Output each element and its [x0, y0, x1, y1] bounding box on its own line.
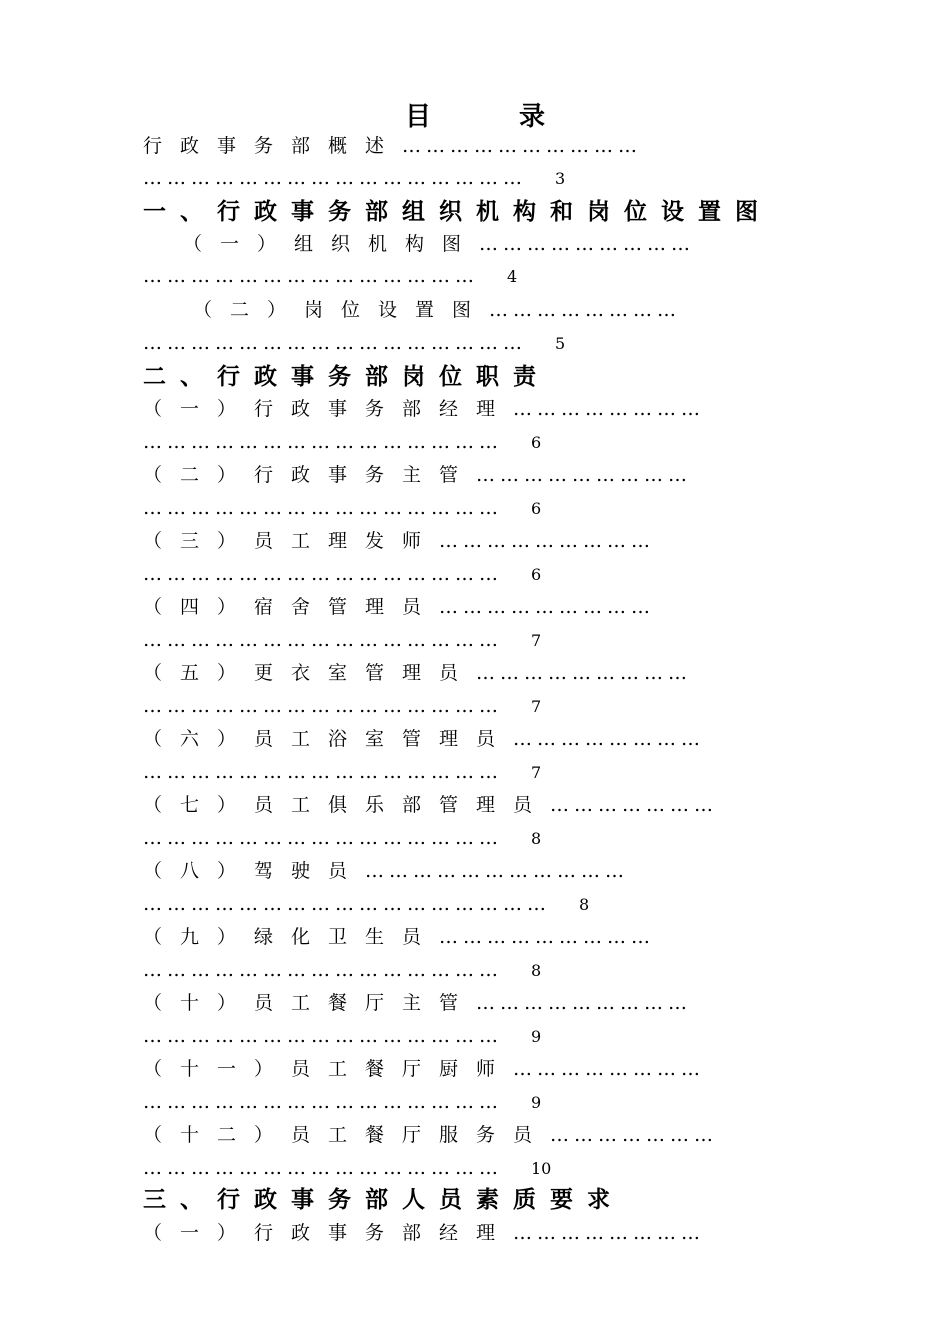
toc-section-heading-1[interactable]: 一、行政事务部组织机构和岗位设置图: [143, 198, 772, 225]
toc-entry[interactable]: [143, 859, 803, 883]
toc-leader: ……………………: [489, 299, 682, 321]
toc-entry-label: （五）更衣室管理员: [143, 662, 477, 684]
toc-entry-overview[interactable]: [143, 134, 803, 158]
toc-leader: ………………………………………: [143, 761, 503, 783]
toc-leader: ………………………: [476, 992, 693, 1014]
toc-page-number: 6: [531, 433, 542, 452]
toc-entry-org-chart-cont: [143, 264, 517, 289]
toc-page-number: 3: [555, 169, 566, 188]
toc-leader: …………………………: [402, 135, 643, 157]
toc-page-number: 5: [555, 334, 566, 353]
toc-entry-label: （十）员工餐厅主管: [143, 992, 477, 1014]
toc-entry-label: （九）绿化卫生员: [143, 926, 440, 948]
toc-entry[interactable]: [143, 1057, 803, 1081]
toc-entry-position-chart-cont: [143, 331, 565, 356]
toc-entry-cont: [143, 760, 541, 785]
toc-page-number: 10: [531, 1159, 552, 1178]
toc-leader: …………………: [550, 794, 719, 816]
title-char-2: 录: [519, 102, 546, 132]
toc-leader: ………………………: [439, 530, 656, 552]
toc-entry-cont: [143, 694, 541, 719]
toc-page-number: 8: [531, 829, 542, 848]
toc-leader: …………………: [550, 1124, 719, 1146]
toc-page-number: 8: [579, 895, 590, 914]
toc-entry-label: （六）员工浴室管理员: [143, 728, 514, 750]
toc-leader: ………………………………………: [143, 1025, 503, 1047]
toc-leader: …………………………………………: [143, 167, 527, 189]
toc-entry[interactable]: [143, 925, 803, 949]
toc-leader: ………………………: [479, 233, 696, 255]
toc-entry-label: 行政事务部概述: [143, 135, 403, 157]
toc-entry[interactable]: [143, 529, 803, 553]
toc-leader: ………………………………………: [143, 497, 503, 519]
toc-entry[interactable]: [143, 661, 803, 685]
toc-entry[interactable]: [143, 595, 803, 619]
toc-leader: ………………………………………: [143, 563, 503, 585]
toc-page-number: 4: [507, 267, 518, 286]
toc-entry[interactable]: [143, 727, 803, 751]
toc-page-number: 7: [531, 697, 542, 716]
toc-entry-label: （七）员工俱乐部管理员: [143, 794, 551, 816]
toc-entry-cont: [143, 562, 541, 587]
toc-page-number: 7: [531, 763, 542, 782]
toc-leader: ………………………: [476, 464, 693, 486]
toc-entry-label: （十二）员工餐厅服务员: [143, 1124, 551, 1146]
toc-page-number: 9: [531, 1027, 542, 1046]
toc-entry-label: （四）宿舍管理员: [143, 596, 440, 618]
toc-entry[interactable]: [143, 463, 803, 487]
toc-leader: ………………………: [439, 596, 656, 618]
toc-entry-cont: [143, 1024, 541, 1049]
toc-leader: ……………………: [513, 1058, 706, 1080]
toc-entry-label: （一）组织机构图: [183, 233, 480, 255]
toc-leader: ……………………………………………: [143, 893, 551, 915]
toc-entry-label: （一）行政事务部经理: [143, 1222, 514, 1244]
toc-entry-org-chart[interactable]: [183, 232, 843, 256]
toc-leader: ………………………: [476, 662, 693, 684]
toc-page-number: 6: [531, 565, 542, 584]
toc-page-number: 6: [531, 499, 542, 518]
toc-entry-label: （十一）员工餐厅厨师: [143, 1058, 514, 1080]
toc-section-heading-3[interactable]: 三、行政事务部人员素质要求: [143, 1186, 624, 1213]
toc-leader: ……………………: [513, 1222, 706, 1244]
toc-entry-label: （二）行政事务主管: [143, 464, 477, 486]
toc-entry-label: （一）行政事务部经理: [143, 398, 514, 420]
toc-leader: ……………………………: [365, 860, 630, 882]
toc-entry-cont: [143, 628, 541, 653]
toc-entry[interactable]: [143, 1221, 803, 1245]
toc-entry-cont: [143, 826, 541, 851]
toc-entry-cont: [143, 892, 589, 917]
toc-entry-cont: [143, 1156, 551, 1181]
toc-entry[interactable]: [143, 793, 803, 817]
toc-entry[interactable]: [143, 1123, 803, 1147]
toc-entry-cont: [143, 1090, 541, 1115]
toc-page-number: 7: [531, 631, 542, 650]
toc-entry[interactable]: [143, 397, 803, 421]
toc-leader: ………………………: [439, 926, 656, 948]
toc-leader: ………………………………………: [143, 431, 503, 453]
toc-leader: ………………………………………: [143, 695, 503, 717]
toc-leader: ……………………………………: [143, 265, 479, 287]
toc-entry-position-chart[interactable]: [193, 298, 853, 322]
toc-entry-overview-cont: [143, 166, 565, 191]
toc-section-heading-2[interactable]: 二、行政事务部岗位职责: [143, 363, 550, 390]
title-char-1: 目: [404, 102, 431, 132]
toc-entry-cont: [143, 430, 541, 455]
toc-entry-label: （三）员工理发师: [143, 530, 440, 552]
toc-page-number: 8: [531, 961, 542, 980]
page-title: [0, 96, 950, 133]
toc-leader: ……………………: [513, 398, 706, 420]
toc-entry-label: （八）驾驶员: [143, 860, 366, 882]
toc-leader: ………………………………………: [143, 1091, 503, 1113]
toc-leader: ………………………………………: [143, 1157, 503, 1179]
toc-leader: ………………………………………: [143, 629, 503, 651]
toc-leader: …………………………………………: [143, 332, 527, 354]
toc-entry[interactable]: [143, 991, 803, 1015]
toc-leader: ……………………: [513, 728, 706, 750]
toc-entry-cont: [143, 496, 541, 521]
toc-entry-label: （二）岗位设置图: [193, 299, 490, 321]
toc-leader: ………………………………………: [143, 827, 503, 849]
toc-entry-cont: [143, 958, 541, 983]
toc-page-number: 9: [531, 1093, 542, 1112]
toc-leader: ………………………………………: [143, 959, 503, 981]
